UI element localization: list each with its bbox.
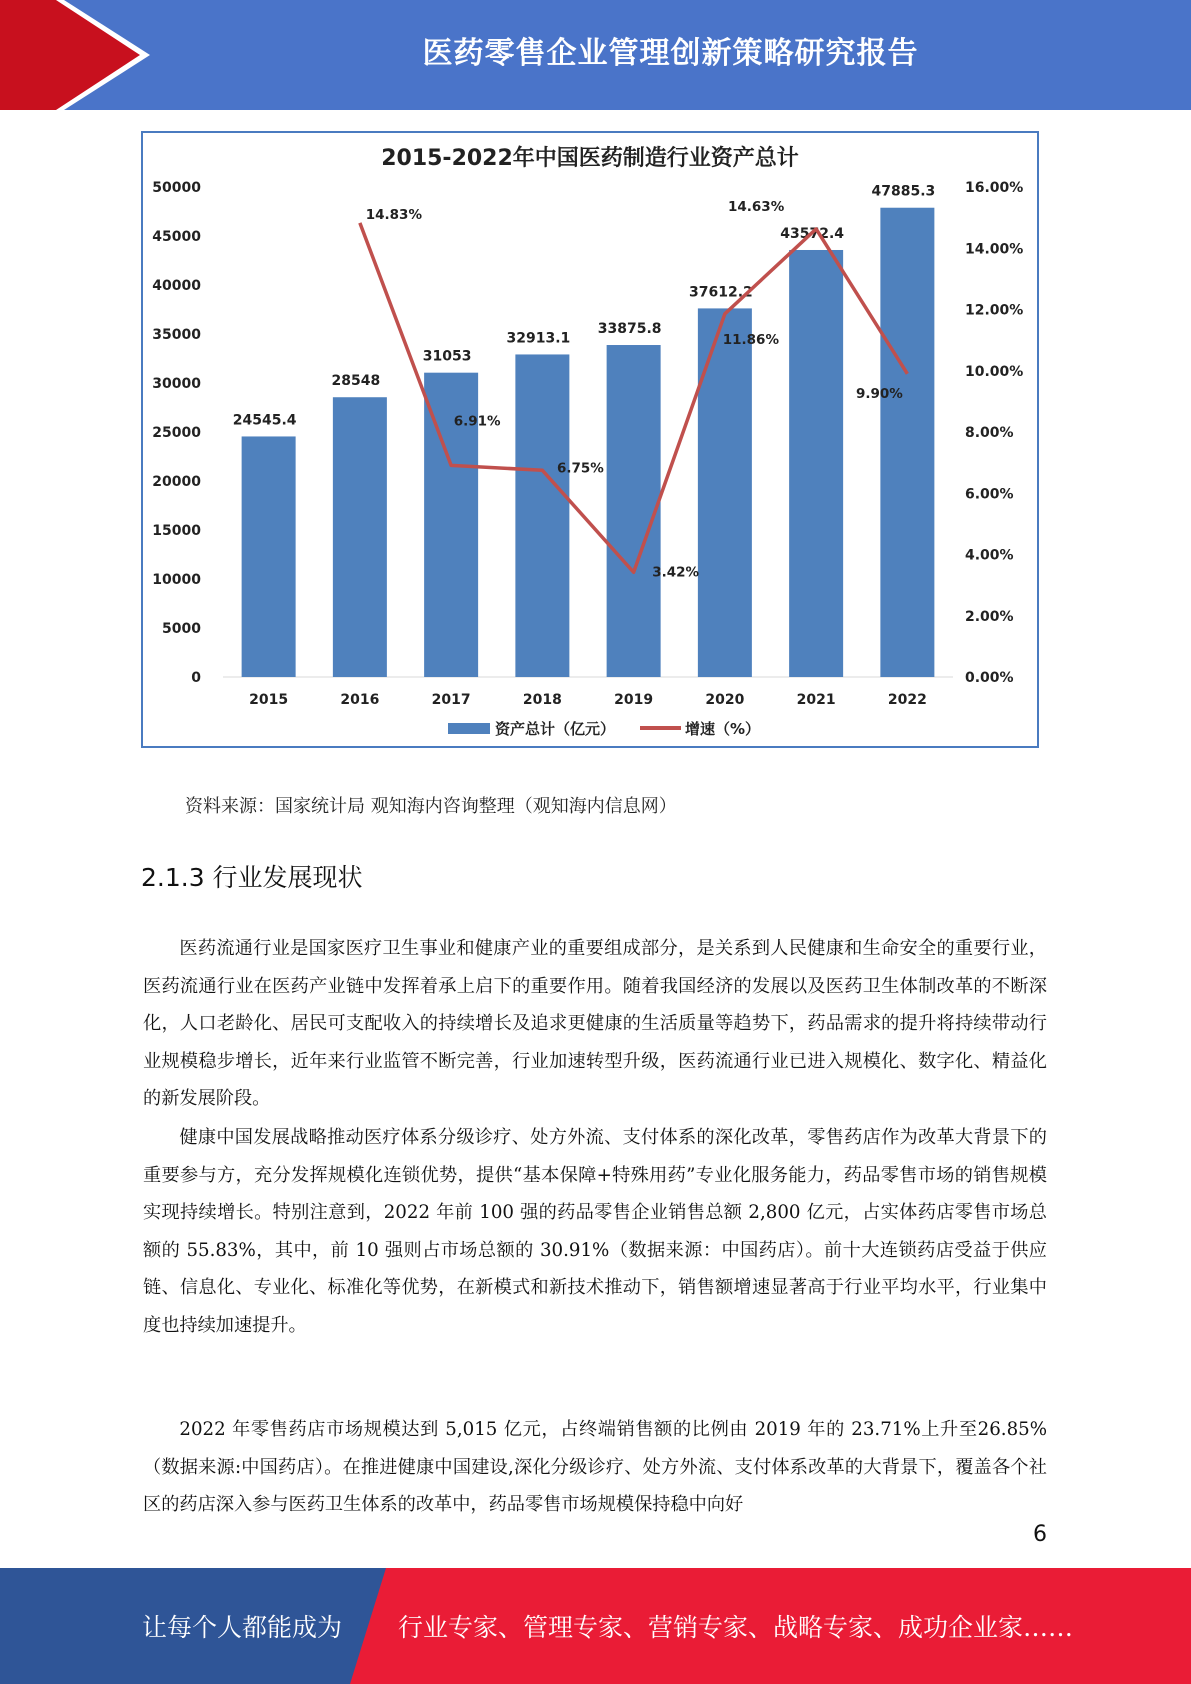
right-tick-label: 12.00% xyxy=(965,302,1024,319)
left-tick-label: 15000 xyxy=(152,523,201,539)
growth-label-2016: 14.83% xyxy=(365,206,422,223)
bar-label-2015: 24545.4 xyxy=(232,412,297,429)
x-tick-label: 2019 xyxy=(614,692,654,708)
header-arrow-decoration xyxy=(0,0,150,110)
x-tick-label: 2022 xyxy=(887,692,927,708)
growth-label-2019: 3.42% xyxy=(652,564,700,581)
x-tick-label: 2021 xyxy=(796,692,836,708)
page-header xyxy=(0,0,1191,110)
right-tick-label: 16.00% xyxy=(965,180,1024,196)
legend-bar-label: 资产总计（亿元） xyxy=(495,720,616,738)
chart-legend xyxy=(448,720,760,738)
bar-label-2016: 28548 xyxy=(331,373,381,390)
chart-title: 2015-2022年中国医药制造行业资产总计 xyxy=(381,146,799,171)
legend-line-label: 增速（%） xyxy=(685,720,761,738)
header-title: 医药零售企业管理创新策略研究报告 xyxy=(422,36,919,71)
x-axis-ticks xyxy=(249,692,927,708)
x-tick-label: 2018 xyxy=(522,692,562,708)
right-tick-label: 4.00% xyxy=(965,547,1014,564)
bar-label-2020: 37612.2 xyxy=(688,284,753,301)
x-tick-label: 2017 xyxy=(431,692,471,708)
left-tick-label: 5000 xyxy=(162,621,201,637)
right-axis-ticks xyxy=(965,180,1023,686)
footer-slogan-right: 行业专家、管理专家、营销专家、战略专家、成功企业家…… xyxy=(398,1613,1074,1642)
left-tick-label: 50000 xyxy=(152,180,201,196)
left-tick-label: 45000 xyxy=(152,229,201,245)
bar-2018 xyxy=(515,354,569,677)
bar-2015 xyxy=(242,436,296,677)
left-tick-label: 10000 xyxy=(152,572,201,588)
x-tick-label: 2015 xyxy=(249,692,289,708)
bar-2019 xyxy=(607,345,661,677)
bar-label-2018: 32913.1 xyxy=(506,330,571,347)
growth-label-2020: 11.86% xyxy=(722,331,779,348)
left-tick-label: 30000 xyxy=(152,376,201,392)
growth-label-2022: 9.90% xyxy=(855,385,903,402)
chart-source: 资料来源：国家统计局 观知海内咨询整理（观知海内信息网） xyxy=(185,796,677,817)
legend-bar-swatch xyxy=(448,723,490,734)
left-tick-label: 25000 xyxy=(152,425,201,441)
x-tick-label: 2020 xyxy=(705,692,745,708)
page-footer xyxy=(0,1568,1191,1684)
x-tick-label: 2016 xyxy=(340,692,380,708)
growth-label-2021: 14.63% xyxy=(728,198,785,215)
page-number: 6 xyxy=(1033,1522,1047,1547)
left-tick-label: 40000 xyxy=(152,278,201,294)
growth-label-2017: 6.91% xyxy=(453,413,501,430)
growth-label-2018: 6.75% xyxy=(556,460,604,477)
footer-slogan-left: 让每个人都能成为 xyxy=(142,1613,343,1642)
bar-label-2021: 43572.4 xyxy=(780,225,845,242)
bar-2021 xyxy=(789,250,843,677)
bar-label-2019: 33875.8 xyxy=(597,321,662,338)
asset-chart xyxy=(141,131,1039,748)
left-tick-label: 0 xyxy=(191,670,201,686)
paragraph-3: 2022 年零售药店市场规模达到 5,015 亿元，占终端销售额的比例由 2019 年的 23.71%上升至26.85%（数据来源:中国药店）。在推进健康中国建设,深化分级诊疗、处方外流、支付体系改革的大背景下，覆盖各个社区的药店深入参与医药卫生体系的改革中，药品零售市场规模保持稳中向好 xyxy=(143,1419,1047,1516)
right-tick-label: 14.00% xyxy=(965,241,1024,258)
paragraph-2: 健康中国发展战略推动医疗体系分级诊疗、处方外流、支付体系的深化改革，零售药店作为改革大背景下的重要参与方，充分发挥规模化连锁优势，提供“基本保障+特殊用药”专业化服务能力，药品零售市场的销售规模实现持续增长。特别注意到，2022 年前 100 强的药品零售企业销售总额 2,800 亿元，占实体药店零售市场总额的 55.83%，其中，前 10 强则占市场总额的 30.91%（数据来源：中国药店）。前十大连锁药店受益于供应链、信息化、专业化、标准化等优势，在新模式和新技术推动下，销售额增速显著高于行业平均水平，行业集中度也持续加速提升。 xyxy=(143,1127,1047,1336)
right-tick-label: 6.00% xyxy=(965,486,1014,503)
bar-label-2017: 31053 xyxy=(422,348,472,365)
section-heading: 2.1.3 行业发展现状 xyxy=(141,863,363,892)
right-tick-label: 2.00% xyxy=(965,608,1014,625)
right-tick-label: 10.00% xyxy=(965,363,1024,380)
chart-canvas xyxy=(143,133,1037,746)
bar-2016 xyxy=(333,397,387,677)
bar-label-2022: 47885.3 xyxy=(871,183,936,200)
right-tick-label: 0.00% xyxy=(965,670,1014,686)
left-tick-label: 20000 xyxy=(152,474,201,490)
paragraph-1: 医药流通行业是国家医疗卫生事业和健康产业的重要组成部分，是关系到人民健康和生命安全的重要行业，医药流通行业在医药产业链中发挥着承上启下的重要作用。随着我国经济的发展以及医药卫生体制改革的不断深化，人口老龄化、居民可支配收入的持续增长及追求更健康的生活质量等趋势下，药品需求的提升将持续带动行业规模稳步增长，近年来行业监管不断完善，行业加速转型升级，医药流通行业已进入规模化、数字化、精益化的新发展阶段。 xyxy=(143,938,1047,1110)
bar-series xyxy=(242,208,935,677)
right-tick-label: 8.00% xyxy=(965,425,1014,441)
bar-2022 xyxy=(880,208,934,677)
left-tick-label: 35000 xyxy=(152,327,201,343)
